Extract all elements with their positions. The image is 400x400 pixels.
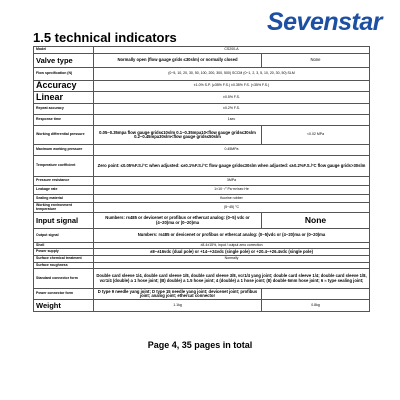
spec-row (34, 47, 370, 54)
spec-row (34, 104, 370, 115)
spec-label: Valve type (34, 54, 94, 68)
spec-label: Pressure resistance (34, 177, 94, 186)
spec-value: 3MPa (94, 177, 370, 186)
spec-value: Normally (94, 256, 370, 263)
spec-row (34, 269, 370, 289)
spec-label: Maximum working pressure (34, 145, 94, 156)
spec-label: Temperature coefficient (34, 156, 94, 177)
spec-value: Numbers: rs485 or devicenet or profibus or ethercat analog: (0~5) vdc or (4~20)ma or (0~20)ma (94, 213, 262, 229)
spec-label: Sealing material (34, 195, 94, 203)
spec-row (34, 126, 370, 145)
spec-row (34, 229, 370, 243)
spec-value: Numbers: rs485 or devicenet or profibus or ethercat analog: (0~5)vdc or (4~20)ma or (0~20)ma (94, 229, 370, 243)
spec-label: Input signal (34, 213, 94, 229)
spec-label: Shell (34, 243, 94, 249)
spec-value: ±8.4±15%, input / output zero correction (94, 243, 370, 249)
spec-value: ±8~±16vdc (dual pole) or +14~+24vdc (single pole) or +20.4~+26.4vdc (single pole) (94, 249, 370, 256)
spec-row (34, 92, 370, 104)
spec-value: ±0.2% F.S. (94, 104, 370, 115)
spec-row (34, 300, 370, 312)
spec-row (34, 249, 370, 256)
spec-value: D type 9 needle yang joint; D type 15 needle yang joint; devicenet joint; profibus joint; analog joint; ethercat connector (94, 289, 262, 300)
spec-value-alt: 0.8kg (262, 300, 370, 312)
spec-label: Working differential pressure (34, 126, 94, 145)
spec-label: Standard connector form (34, 269, 94, 289)
spec-row (34, 81, 370, 92)
spec-value-alt: None (262, 54, 370, 68)
spec-value: 1.1kg (94, 300, 262, 312)
spec-value-alt (262, 289, 370, 300)
spec-value: 0.45MPa (94, 145, 370, 156)
spec-row (34, 156, 370, 177)
spec-label: Surface chemical treatment (34, 256, 94, 263)
spec-row (34, 186, 370, 195)
spec-value: 1sec (94, 115, 370, 126)
spec-value: ±1.0% S.P. (≥35% F.S.) ±0.35% F.S. (<35% F.S.) (94, 81, 370, 92)
spec-value-alt: <0.02 MPa (262, 126, 370, 145)
spec-label: Model (34, 47, 94, 54)
spec-label: Leakage rate (34, 186, 94, 195)
spec-label: Repeat accuracy (34, 104, 94, 115)
spec-value: (0~5, 10, 20, 30, 50, 100, 200, 300, 500) SCCM (0~1, 2, 3, 5, 10, 20, 30, 50) SLM (94, 68, 370, 81)
spec-label: Flow specification (N) (34, 68, 94, 81)
spec-label: Power supply (34, 249, 94, 256)
spec-label: Accuracy (34, 81, 94, 92)
spec-value: Zero point: ≤0.05%F.S./°C when adjusted: ≤±0.1%F.S./°C flow gauge grids≤30slm when adjusted: ≤±0.2%F.S./°C flow gauge grids>30slm (94, 156, 370, 177)
spec-value: (5~45) °C (94, 203, 370, 213)
spec-value: 1×10⁻¹⁰ Pa·m³/sec He (94, 186, 370, 195)
spec-value-alt: None (262, 213, 370, 229)
spec-row (34, 256, 370, 263)
spec-row (34, 213, 370, 229)
section-title: 1.5 technical indicators (33, 30, 177, 45)
spec-label: Linear (34, 92, 94, 104)
spec-value: fluorine rubber (94, 195, 370, 203)
spec-value: ±0.5% F.S. (94, 92, 370, 104)
spec-row (34, 115, 370, 126)
spec-label: Weight (34, 300, 94, 312)
spec-label: Output signal (34, 229, 94, 243)
spec-row (34, 177, 370, 186)
spec-value: 0.05~0.35mpa flow gauge grids≤10slm 0.1~0.35mpa10<flow gauge grids≤30slm 0.2~0.45mpa30slm<flow gauge grids≤50slm (94, 126, 262, 145)
spec-label: Working environment temperature (34, 203, 94, 213)
spec-label: Surface roughness (34, 263, 94, 269)
spec-row (34, 145, 370, 156)
spec-row (34, 203, 370, 213)
page-footer: Page 4, 35 pages in total (147, 340, 253, 350)
spec-label: Power connector form (34, 289, 94, 300)
brand-logo: Sevenstar (266, 8, 382, 36)
spec-row (34, 54, 370, 68)
spec-label: Response time (34, 115, 94, 126)
spec-value: Normally open (flow gauge grids ≤30slm) or normally closed (94, 54, 262, 68)
spec-value: CS200-A (94, 47, 370, 54)
spec-table (33, 46, 370, 312)
spec-value: Double card sleeve 1/4, double card sleeve 1/8, double card sleeve 3/8, vcr1/4 yang joint; double card sleeve 1/4; double card sleeve 1/8, vcr1/4 (double) a 1 hose joint; (B) double) a 1.5 hose joint; 4 (double) a 1 hose joint; (8) double 6mm hose joint; 6 ≈ type sealing joint; (94, 269, 370, 289)
spec-row (34, 195, 370, 203)
spec-row (34, 68, 370, 81)
spec-row (34, 289, 370, 300)
